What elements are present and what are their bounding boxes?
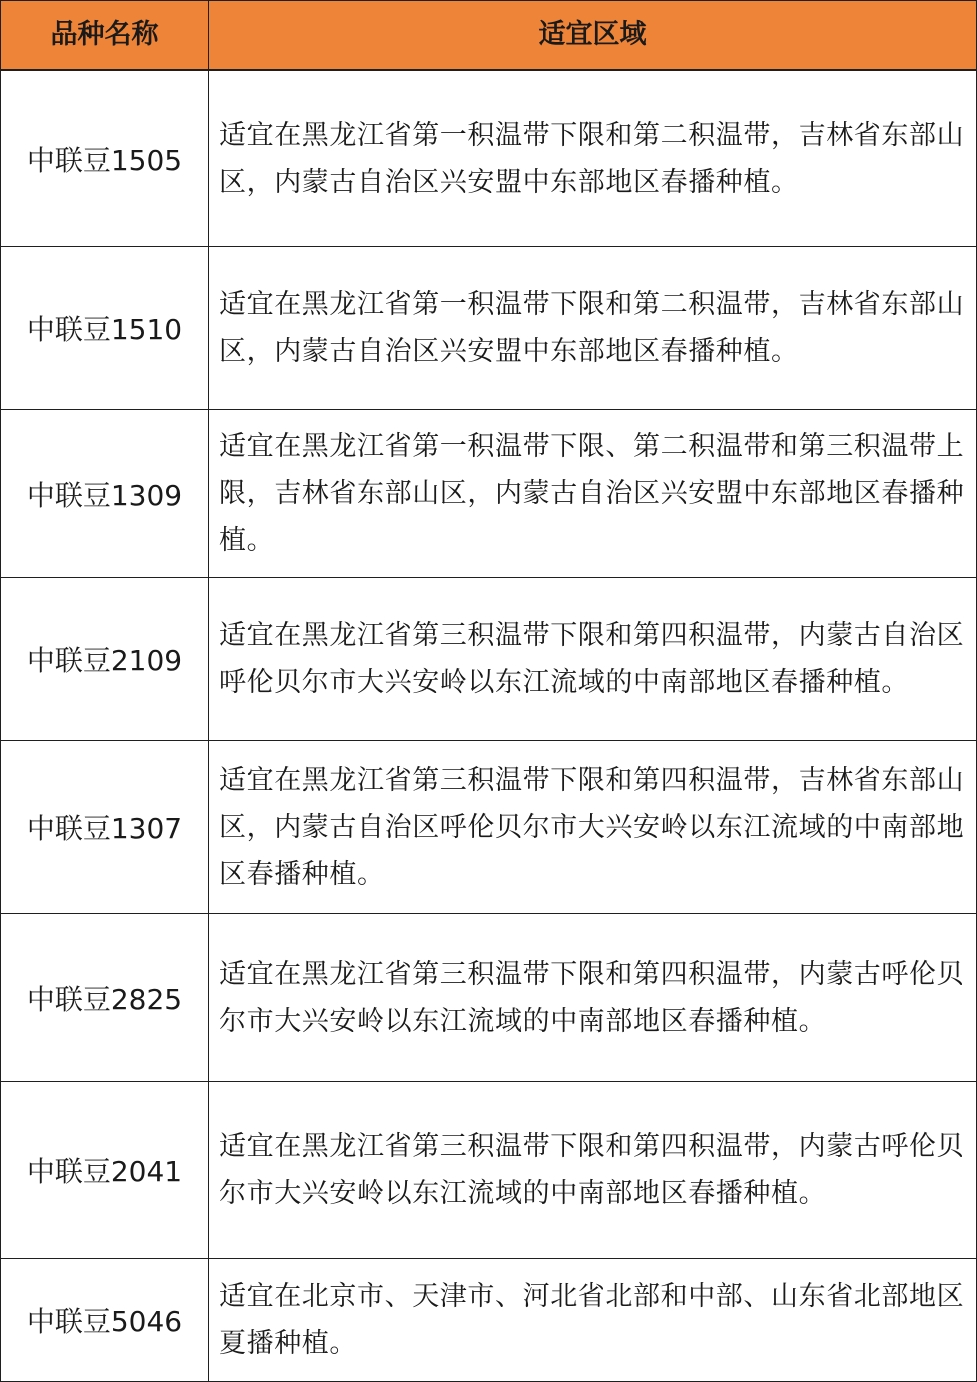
header-variety-name: 品种名称 [50, 19, 159, 50]
region-text: 适宜在北京市、天津市、河北省北部和中部、山东省北部地区夏播种植。 [219, 1281, 965, 1359]
region-cell [209, 914, 976, 1081]
table-row [1, 578, 976, 741]
variety-name: 中联豆1309 [26, 478, 183, 512]
table-row [1, 410, 976, 578]
region-text: 适宜在黑龙江省第一积温带下限、第二积温带和第三积温带上限，吉林省东部山区，内蒙古自治区兴安盟中东部地区春播种植。 [219, 431, 965, 556]
region-cell [209, 1082, 976, 1258]
region-cell [209, 247, 976, 409]
variety-name: 中联豆2041 [26, 1155, 183, 1188]
table-header [1, 1, 976, 71]
region-text: 适宜在黑龙江省第三积温带下限和第四积温带，内蒙古呼伦贝尔市大兴安岭以东江流域的中南部地区春播种植。 [219, 958, 965, 1037]
table-row [1, 71, 976, 247]
variety-name: 中联豆1307 [26, 812, 183, 845]
region-text: 适宜在黑龙江省第三积温带下限和第四积温带，吉林省东部山区，内蒙古自治区呼伦贝尔市大兴安岭以东江流域的中南部地区春播种植。 [219, 764, 965, 890]
variety-name: 中联豆2109 [26, 644, 183, 677]
header-suitable-region: 适宜区域 [538, 19, 647, 50]
table-row [1, 741, 976, 914]
region-text: 适宜在黑龙江省第三积温带下限和第四积温带，内蒙古呼伦贝尔市大兴安岭以东江流域的中南部地区春播种植。 [219, 1131, 965, 1209]
region-cell [209, 741, 976, 913]
variety-name: 中联豆1510 [26, 313, 183, 346]
region-cell [209, 578, 976, 740]
region-cell [209, 410, 976, 577]
region-text: 适宜在黑龙江省第三积温带下限和第四积温带，内蒙古自治区呼伦贝尔市大兴安岭以东江流域的中南部地区春播种植。 [219, 620, 965, 698]
region-text: 适宜在黑龙江省第一积温带下限和第二积温带，吉林省东部山区，内蒙古自治区兴安盟中东部地区春播种植。 [219, 119, 965, 198]
table-row [1, 914, 976, 1082]
variety-name: 中联豆5046 [26, 1305, 183, 1338]
region-cell [209, 1259, 976, 1381]
region-text: 适宜在黑龙江省第一积温带下限和第二积温带，吉林省东部山区，内蒙古自治区兴安盟中东部地区春播种植。 [219, 289, 965, 367]
table-row [1, 247, 976, 410]
variety-name: 中联豆1505 [26, 143, 183, 177]
table-row [1, 1259, 976, 1381]
region-cell [209, 71, 976, 246]
table-row [1, 1082, 976, 1259]
variety-name: 中联豆2825 [26, 982, 183, 1016]
